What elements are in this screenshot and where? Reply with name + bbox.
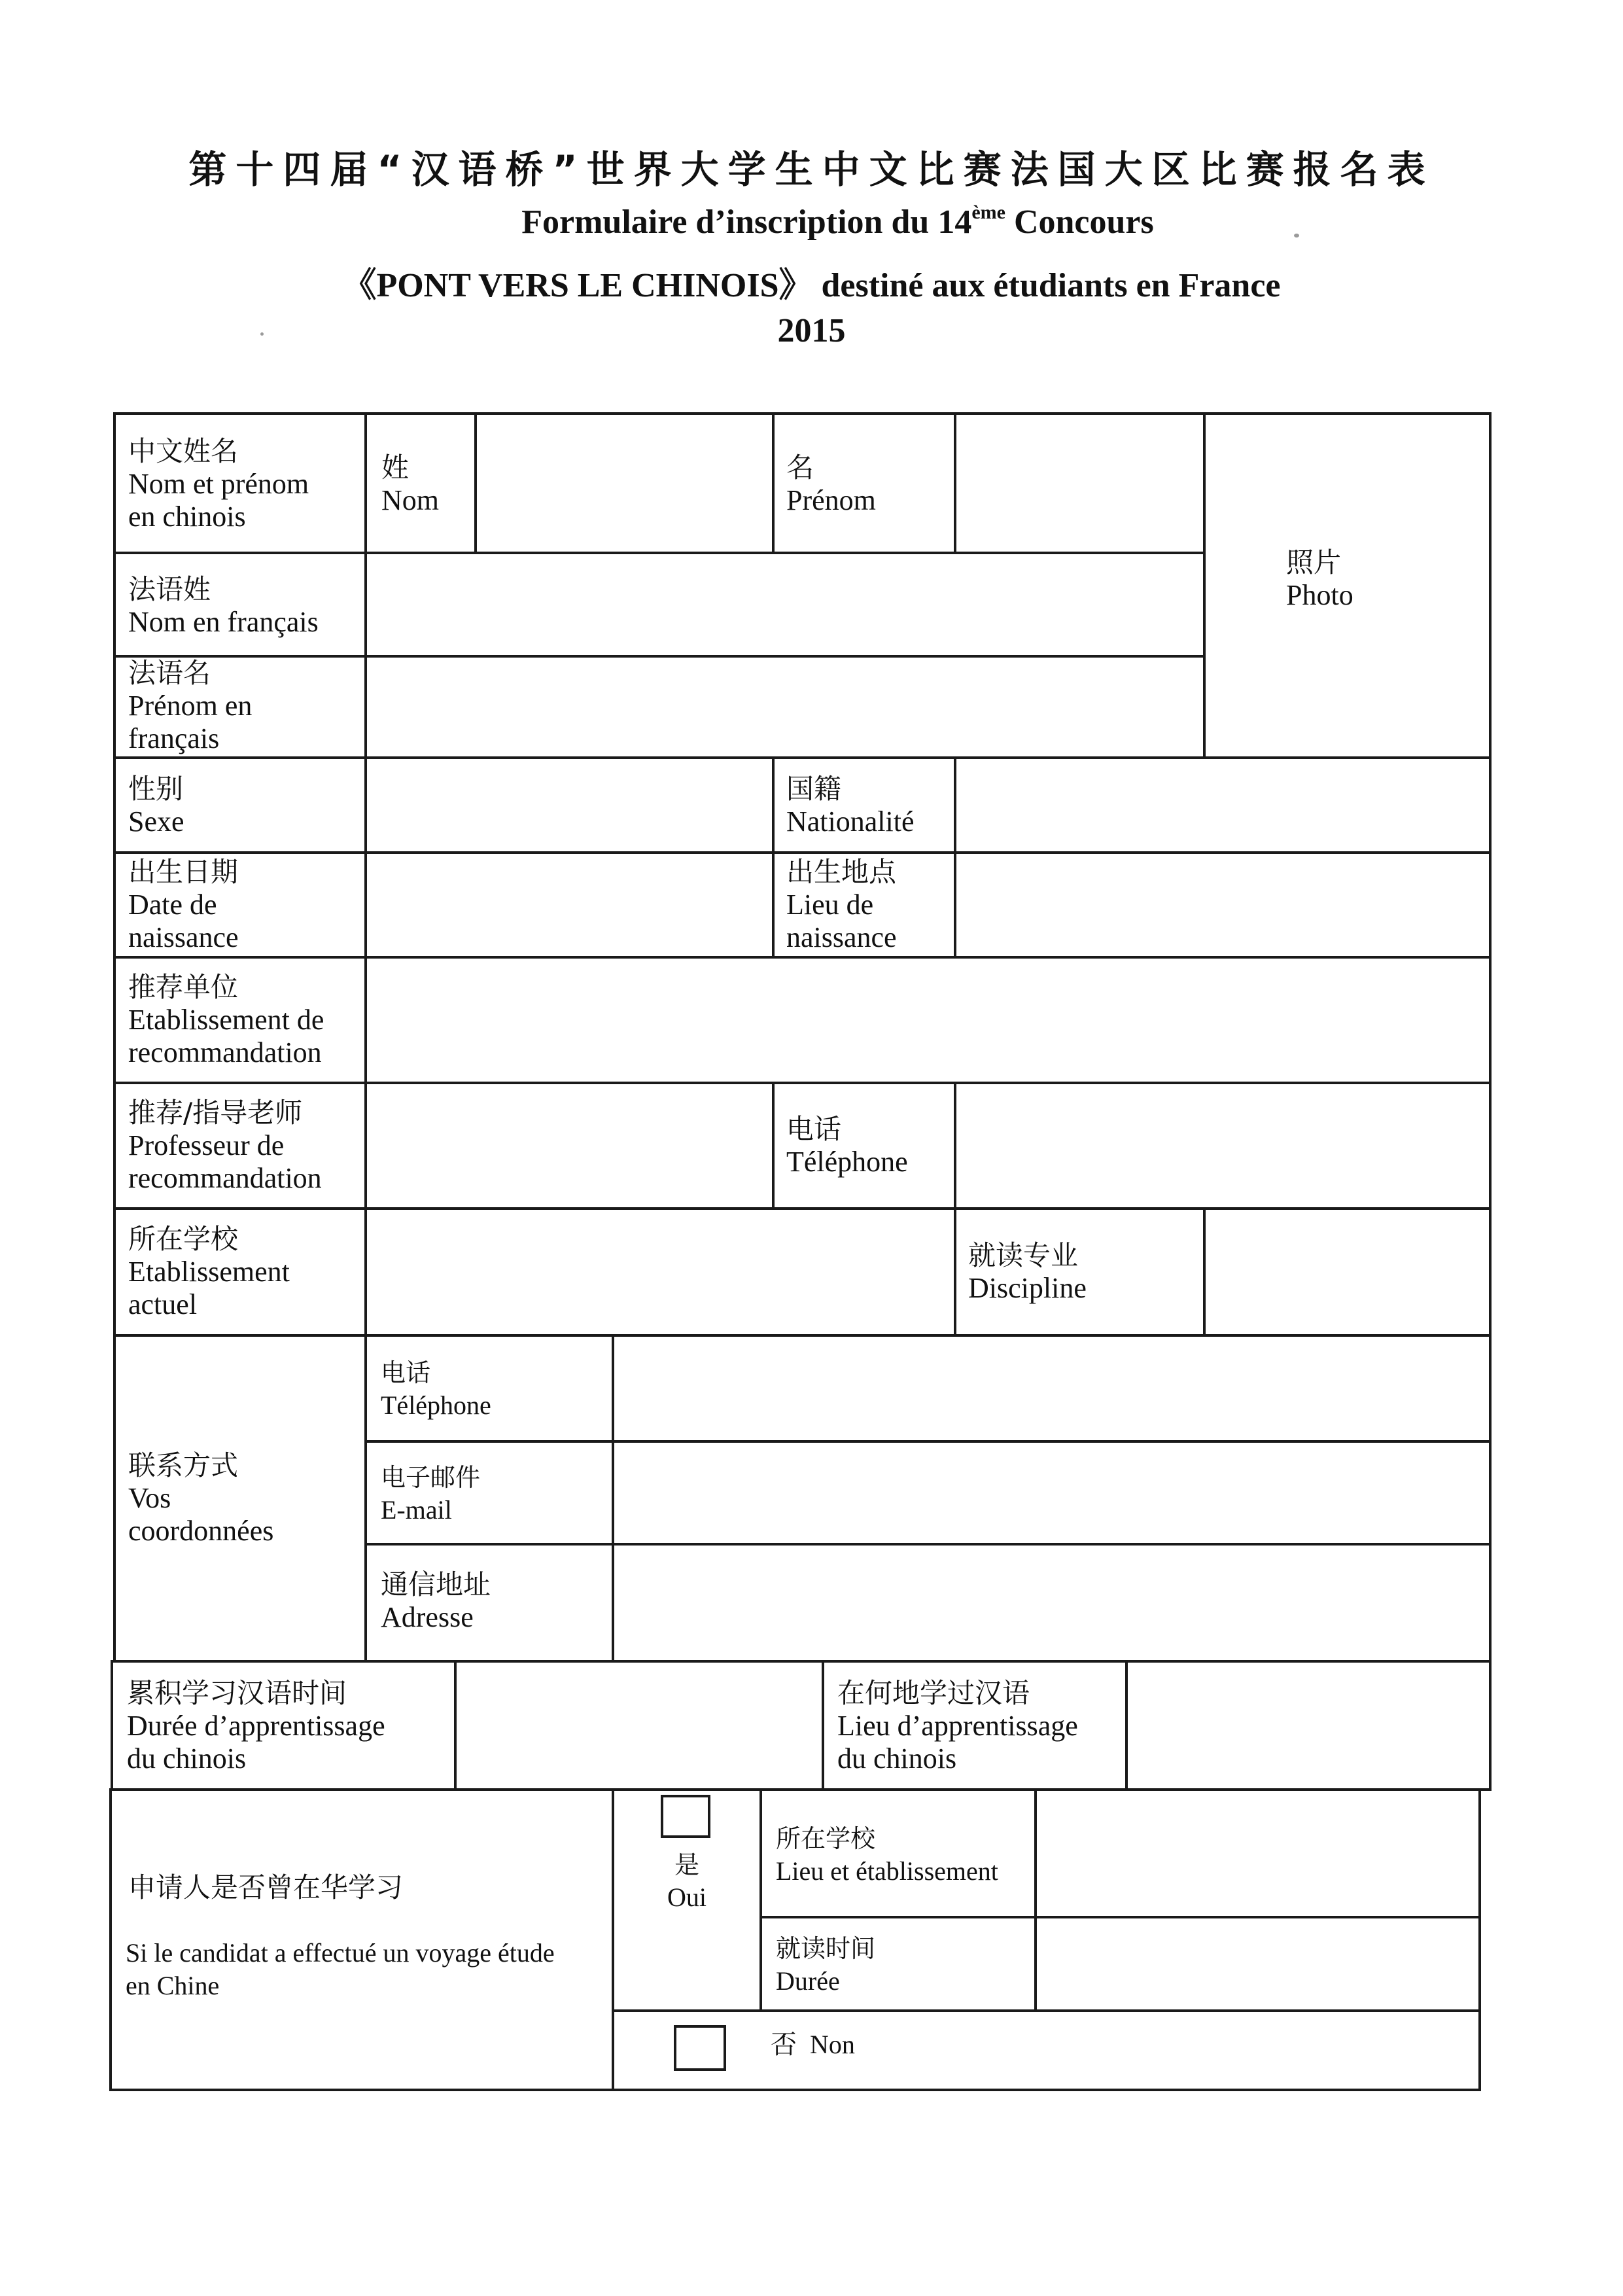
- prenom-cn-input[interactable]: [954, 412, 1206, 554]
- contact-tel-label: 电话 Téléphone: [381, 1358, 491, 1420]
- scan-speck: [260, 332, 264, 336]
- non-checkbox[interactable]: [674, 2025, 726, 2071]
- duree-chinois-label: 累积学习汉语时间 Durée d’apprentissage du chinois: [127, 1677, 385, 1775]
- prenom-fr-label: 法语名 Prénom en français: [128, 657, 253, 754]
- contact-adresse-input[interactable]: [612, 1543, 1492, 1663]
- form-title-french: Formulaire d’inscription du 14ème Concours: [521, 202, 1154, 241]
- lieu-naissance-input[interactable]: [954, 851, 1492, 959]
- nationalite-label: 国籍 Nationalité: [786, 772, 915, 838]
- lieu-chinois-label: 在何地学过汉语 Lieu d’apprentissage du chinois: [837, 1677, 1078, 1775]
- date-naissance-label: 出生日期 Date de naissance: [128, 856, 239, 953]
- sexe-label: 性别 Sexe: [128, 772, 184, 838]
- contact-email-label: 电子邮件 E-mail: [381, 1462, 481, 1525]
- duree-label: 就读时间 Durée: [776, 1934, 876, 1996]
- nom-cn-input[interactable]: [474, 412, 775, 554]
- oui-checkbox[interactable]: [661, 1795, 710, 1838]
- nom-label: 姓 Nom: [381, 451, 439, 516]
- duree-input[interactable]: [1034, 1916, 1481, 2012]
- duree-chinois-input[interactable]: [454, 1660, 824, 1791]
- contact-adresse-label: 通信地址 Adresse: [381, 1568, 491, 1633]
- form-title-chinese: 第十四届“汉语桥”世界大学生中文比赛法国大区比赛报名表: [188, 147, 1435, 192]
- discipline-input[interactable]: [1203, 1207, 1492, 1337]
- contact-tel-input[interactable]: [612, 1334, 1492, 1443]
- contact-email-input[interactable]: [612, 1440, 1492, 1545]
- telephone-label: 电话 Téléphone: [786, 1113, 908, 1178]
- etude-chine-desc: Si le candidat a effectué un voyage étude en Chine: [126, 1938, 555, 2000]
- prof-recomm-label: 推荐/指导老师 Professeur de recommandation: [128, 1097, 322, 1194]
- prenom-fr-input[interactable]: [364, 655, 1206, 759]
- oui-label: 是 Oui: [667, 1850, 707, 1912]
- date-naissance-input[interactable]: [364, 851, 775, 959]
- etab-recomm-input[interactable]: [364, 956, 1492, 1084]
- scan-speck: [1294, 234, 1299, 238]
- nationalite-input[interactable]: [954, 756, 1492, 854]
- telephone-input[interactable]: [954, 1082, 1492, 1210]
- lieu-etab-label: 所在学校 Lieu et établissement: [776, 1824, 998, 1886]
- prof-recomm-input[interactable]: [364, 1082, 775, 1210]
- etab-recomm-label: 推荐单位 Etablissement de recommandation: [128, 971, 324, 1069]
- non-cell: [612, 2009, 1481, 2091]
- discipline-label: 就读专业 Discipline: [968, 1239, 1087, 1304]
- lieu-etab-input[interactable]: [1034, 1788, 1481, 1918]
- name-cn-label: 中文姓名 Nom et prénom en chinois: [128, 435, 309, 533]
- form-year: 2015: [777, 312, 846, 349]
- lieu-naissance-label: 出生地点 Lieu de naissance: [786, 856, 897, 953]
- coordonnees-label: 联系方式 Vos coordonnées: [128, 1449, 274, 1547]
- etab-actuel-label: 所在学校 Etablissement actuel: [128, 1223, 290, 1320]
- nom-fr-input[interactable]: [364, 552, 1206, 658]
- photo-label: 照片 Photo: [1286, 546, 1353, 611]
- sexe-input[interactable]: [364, 756, 775, 854]
- lieu-chinois-input[interactable]: [1125, 1660, 1492, 1791]
- ordinal-suffix: ème: [971, 202, 1005, 223]
- etab-actuel-input[interactable]: [364, 1207, 956, 1337]
- etude-chine-title: 申请人是否曾在华学习: [128, 1871, 404, 1903]
- nom-fr-label: 法语姓 Nom en français: [128, 573, 319, 638]
- form-subtitle: 《PONT VERS LE CHINOIS》 destiné aux étudiants en France: [342, 267, 1281, 304]
- non-label: 否 Non: [771, 2030, 855, 2059]
- prenom-label: 名 Prénom: [786, 451, 876, 516]
